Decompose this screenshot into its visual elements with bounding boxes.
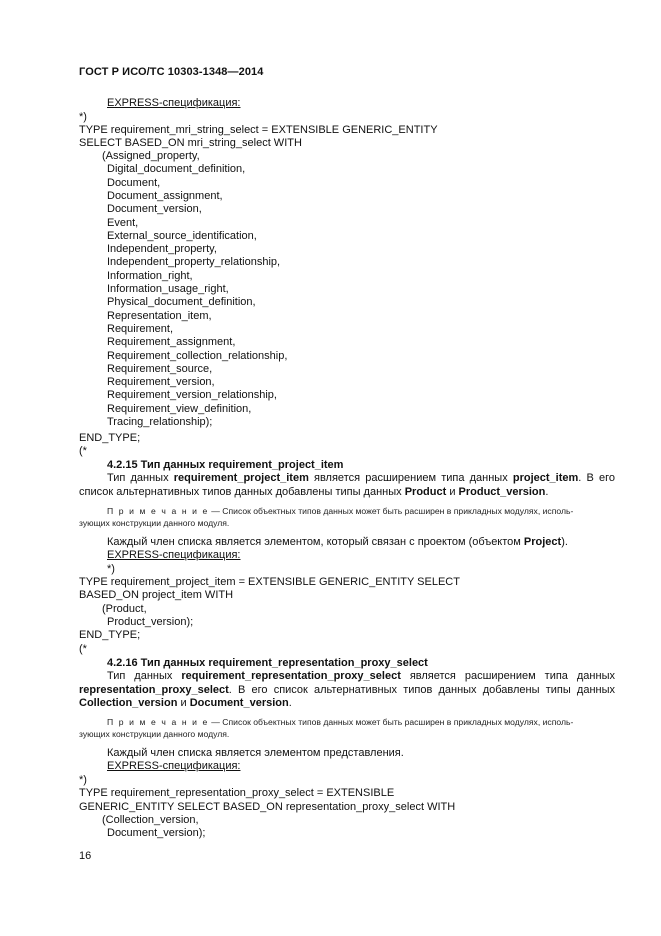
select-item: Document,	[107, 176, 161, 189]
code-line: Document_version);	[107, 827, 206, 839]
page-number: 16	[79, 850, 92, 862]
text: . В его список альтернативных типов данных добавлены типы данных	[79, 472, 616, 498]
type-name: Product	[404, 485, 447, 498]
select-item: Physical_document_definition,	[107, 296, 256, 309]
end-type: END_TYPE;	[79, 432, 141, 444]
section-paragraph	[79, 670, 615, 711]
note	[107, 505, 573, 517]
code-line: TYPE requirement_project_item = EXTENSIBLE GENERIC_ENTITY SELECT	[79, 576, 460, 588]
text: ).	[561, 536, 568, 548]
code-line: GENERIC_ENTITY SELECT BASED_ON representation_proxy_select WITH	[79, 801, 456, 813]
select-item: Requirement_version_relationship,	[107, 389, 277, 402]
text: является расширением типа данных	[400, 670, 615, 682]
member-sentence	[107, 536, 568, 549]
type-name: requirement_project_item	[173, 472, 309, 484]
select-item: Event,	[107, 216, 139, 229]
text: Каждый член списка является элементом, который связан с проектом (объектом	[107, 536, 524, 548]
code-line: BASED_ON project_item WITH	[79, 589, 234, 601]
select-item: Tracing_relationship);	[107, 416, 213, 428]
select-item: Requirement_assignment,	[107, 336, 236, 349]
note-continuation: зующих конструкции данного модуля.	[79, 518, 230, 528]
code-line: SELECT BASED_ON mri_string_select WITH	[79, 137, 302, 149]
text: Тип данных	[107, 670, 182, 682]
text: и	[446, 485, 459, 498]
select-item: Digital_document_definition,	[107, 163, 246, 176]
select-item: Requirement_source,	[107, 362, 213, 375]
select-item: Requirement_view_definition,	[107, 402, 252, 415]
document-header: ГОСТ Р ИСО/ТС 10303-1348—2014	[79, 66, 264, 78]
text: .	[288, 697, 292, 709]
type-name: Document_version	[189, 697, 289, 709]
express-spec-label: EXPRESS-спецификация:	[107, 760, 241, 772]
type-name: requirement_representation_proxy_select	[181, 670, 401, 682]
comment-close: *)	[79, 111, 87, 123]
select-item: Requirement,	[107, 322, 174, 335]
text: . В его список альтернативных типов данных добавлены типы данных	[228, 683, 615, 696]
select-item: (Assigned_property,	[102, 150, 200, 162]
express-spec-label: EXPRESS-спецификация:	[107, 549, 241, 561]
type-name: Collection_version	[79, 697, 178, 709]
select-item: External_source_identification,	[107, 229, 257, 242]
text: Тип данных	[107, 472, 174, 484]
select-item: Independent_property,	[107, 243, 217, 256]
type-name: project_item	[512, 472, 579, 484]
comment-open: (*	[79, 643, 87, 655]
comment-close: *)	[107, 563, 115, 575]
note-label: П р и м е ч а н и е	[107, 717, 209, 727]
section-paragraph	[79, 472, 615, 499]
note-text: — Список объектных типов данных может быть расширен в прикладных модулях, исполь-	[208, 506, 574, 516]
comment-close: *)	[79, 774, 87, 786]
code-line: (Product,	[102, 603, 147, 615]
member-sentence: Каждый член списка является элементом представления.	[107, 747, 404, 759]
code-line: Product_version);	[107, 616, 194, 628]
code-line: TYPE requirement_mri_string_select = EXTENSIBLE GENERIC_ENTITY	[79, 124, 438, 136]
select-item: Information_usage_right,	[107, 283, 229, 295]
select-item: Requirement_collection_relationship,	[107, 349, 288, 362]
type-name: representation_proxy_select	[79, 683, 229, 696]
express-spec-label: EXPRESS-спецификация:	[107, 97, 241, 109]
note	[107, 716, 573, 728]
note-label: П р и м е ч а н и е	[107, 506, 209, 516]
note-continuation: зующих конструкции данного модуля.	[79, 729, 230, 739]
select-item: Document_assignment,	[107, 189, 223, 202]
text: и	[177, 697, 190, 709]
select-item: Document_version,	[107, 203, 202, 216]
select-item: Representation_item,	[107, 309, 212, 322]
section-heading: 4.2.15 Тип данных requirement_project_item	[107, 459, 344, 471]
code-line: TYPE requirement_representation_proxy_select = EXTENSIBLE	[79, 787, 395, 799]
text: .	[545, 485, 549, 498]
section-heading: 4.2.16 Тип данных requirement_representation_proxy_select	[107, 657, 428, 669]
select-item: Information_right,	[107, 269, 193, 282]
end-type: END_TYPE;	[79, 629, 141, 641]
type-name: Product_version	[458, 485, 546, 498]
code-line: (Collection_version,	[102, 814, 199, 826]
text: является расширением типа данных	[308, 472, 513, 484]
note-text: — Список объектных типов данных может быть расширен в прикладных модулях, исполь-	[208, 717, 574, 727]
select-item: Independent_property_relationship,	[107, 256, 281, 269]
comment-open: (*	[79, 445, 87, 457]
entity-name: Project	[523, 536, 562, 548]
select-item: Requirement_version,	[107, 376, 215, 389]
